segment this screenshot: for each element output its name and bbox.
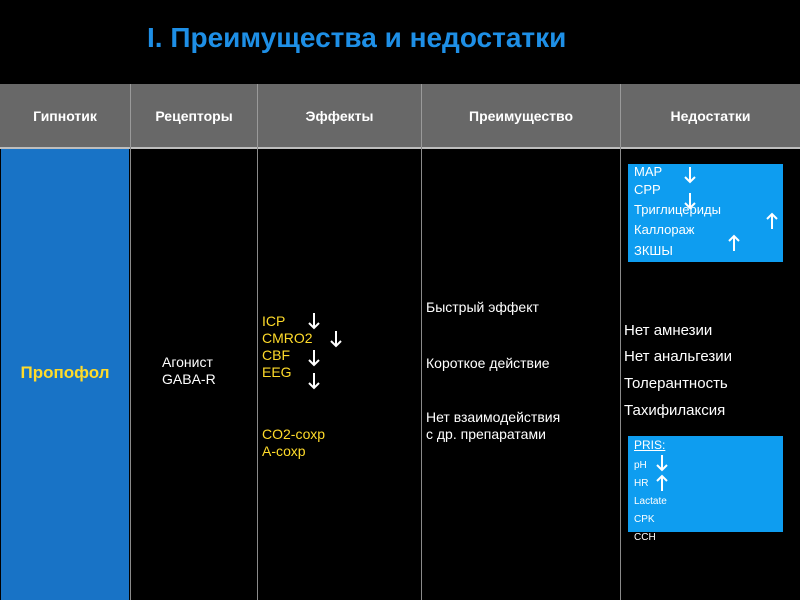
header-hypnotic: Гипнотик <box>0 84 131 147</box>
box-item: Триглицериды <box>634 202 721 217</box>
effect-item: CMRO2 <box>262 330 313 346</box>
column-divider <box>257 147 258 600</box>
comparison-table <box>0 84 800 600</box>
box-item: ЗКШЫ <box>634 243 673 258</box>
arrow-down-icon <box>656 454 668 472</box>
hypnotic-name: Пропофол <box>20 363 110 382</box>
arrow-down-icon <box>308 372 320 390</box>
column-divider <box>130 147 131 600</box>
column-divider <box>620 147 621 600</box>
advantage-item: с др. препаратами <box>426 426 546 442</box>
box-item: pH <box>634 460 647 471</box>
hemodynamics-box <box>628 164 783 262</box>
arrow-down-icon <box>308 312 320 330</box>
header-receptors: Рецепторы <box>131 84 258 147</box>
arrow-up-icon <box>656 474 668 492</box>
arrow-down-icon <box>684 192 696 210</box>
receptor-line: Агонист <box>162 354 213 370</box>
box-item: HR <box>634 478 649 489</box>
effects-list-2 <box>262 426 325 460</box>
effect-item: EEG <box>262 364 292 380</box>
box-item: Lactate <box>634 496 667 507</box>
box-item: CPP <box>634 182 661 197</box>
pris-heading: PRIS: <box>634 438 666 452</box>
effects-list <box>262 313 313 381</box>
header-advantage: Преимущество <box>422 84 621 147</box>
effect-item: A-сохр <box>262 443 306 459</box>
arrow-up-icon <box>766 212 778 230</box>
disadvantage-item: Нет анальгезии <box>624 348 733 365</box>
box-item: CCH <box>634 532 656 543</box>
receptors-text <box>162 354 216 388</box>
effect-item: CO2-сохр <box>262 426 326 442</box>
disadvantage-item: Нет амнезии <box>624 322 713 339</box>
effect-item: ICP <box>262 313 286 329</box>
disadvantage-item: Толерантность <box>624 375 728 392</box>
arrow-up-icon <box>728 234 740 252</box>
arrow-down-icon <box>330 330 342 348</box>
box-item: CPK <box>634 514 655 525</box>
disadvantage-item: Тахифилаксия <box>624 402 726 419</box>
box-item: MAP <box>634 164 663 179</box>
arrow-down-icon <box>684 166 696 184</box>
slide-title: I. Преимущества и недостатки <box>147 22 567 53</box>
pris-box <box>628 436 783 543</box>
receptor-line: GABA-R <box>162 371 216 387</box>
header-effects: Эффекты <box>258 84 422 147</box>
effect-item: CBF <box>262 347 290 363</box>
header-disadvantages: Недостатки <box>621 84 800 147</box>
advantage-item: Короткое действие <box>426 355 550 371</box>
advantage-item: Нет взаимодействия <box>426 409 561 425</box>
advantage-item: Быстрый эффект <box>426 299 539 315</box>
box-item: Каллораж <box>634 222 695 237</box>
column-divider <box>421 147 422 600</box>
arrow-down-icon <box>308 349 320 367</box>
